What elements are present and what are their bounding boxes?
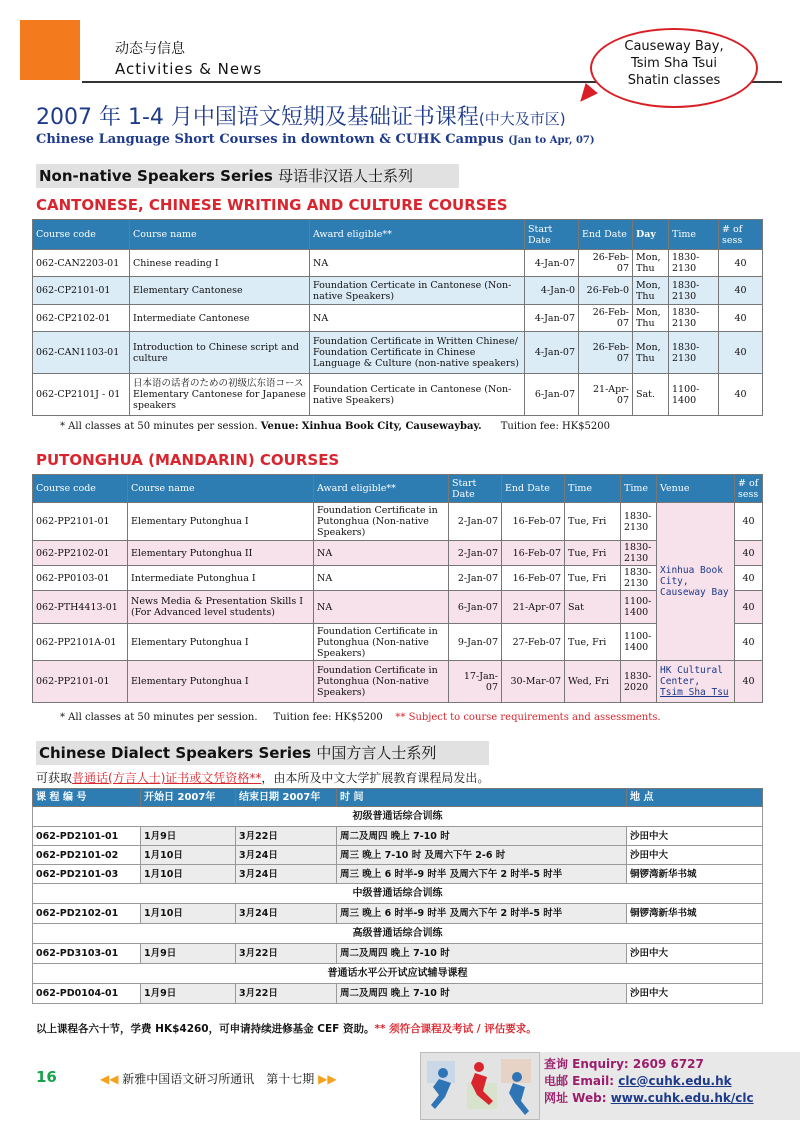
table-cell: 9-Jan-07 (449, 624, 502, 661)
venue-hk-cultural-center (657, 661, 735, 703)
table-cell: Foundation Certicate in Cantonese (Non-native Speakers) (310, 277, 525, 305)
running-figures-illustration (420, 1052, 540, 1120)
table-cell: 3月24日 (236, 846, 337, 865)
table-cell: 1100-1400 (669, 374, 719, 416)
table-cell: Tue, Fri (565, 541, 621, 566)
table-cell: 沙田中大 (627, 827, 763, 846)
table-row (33, 661, 763, 703)
table-cell: Foundation Certificate in Putonghua (Non-native Speakers) (314, 503, 449, 541)
arrows-right-icon: ▶▶ (318, 1072, 337, 1086)
table-cell: NA (314, 591, 449, 624)
table-cell: Sat. (633, 374, 669, 416)
table-cell: 062-CP2102-01 (33, 305, 130, 332)
table-cell: 1月9日 (141, 827, 236, 846)
bubble-line-1: Causeway Bay, (624, 39, 724, 54)
bubble-line-3: Shatin classes (627, 73, 721, 88)
table-row (33, 250, 763, 277)
email-line (544, 1073, 800, 1090)
table-cell: 1100-1400 (621, 591, 657, 624)
table-cell: 1830-2130 (669, 332, 719, 374)
table-cell: 1月10日 (141, 846, 236, 865)
table-header-cell: Award eligible** (314, 475, 449, 503)
table-cell: 40 (719, 250, 763, 277)
table-cell: 周二及周四 晚上 7-10 时 (337, 984, 627, 1004)
table-cell: 40 (719, 277, 763, 305)
table-cell: 40 (719, 332, 763, 374)
table-header-cell: End Date (502, 475, 565, 503)
subtitle-main: Chinese Language Short Courses in downtown & CUHK Campus (36, 132, 504, 147)
dialect-table (32, 788, 763, 1004)
table-cell: 26-Feb-07 (579, 332, 633, 374)
table-cell: Elementary Putonghua I (128, 503, 314, 541)
table-row (33, 503, 763, 541)
table-cell: 40 (735, 541, 763, 566)
table-cell: 062-PP0103-01 (33, 566, 128, 591)
table-row (33, 944, 763, 964)
subtitle-period: (Jan to Apr, 07) (508, 135, 595, 146)
table-cell: 1月10日 (141, 904, 236, 924)
group-row (33, 924, 763, 944)
table-cell: Mon, Thu (633, 250, 669, 277)
table-cell: 普通话水平公开试应试辅导课程 (33, 964, 763, 984)
text-label: * All classes at 50 minutes per session. (60, 421, 258, 432)
newsletter-masthead (100, 1070, 337, 1087)
table-cell: 26-Feb-0 (579, 277, 633, 305)
table-cell: 062-PP2101A-01 (33, 624, 128, 661)
table-header-row (33, 475, 763, 503)
table-cell: 1830-2130 (669, 305, 719, 332)
text-label: Tuition fee: HK$5200 (500, 421, 611, 432)
table-cell: 17-Jan-07 (449, 661, 502, 703)
table-cell: 高级普通话综合训练 (33, 924, 763, 944)
table-cell: Chinese reading I (130, 250, 310, 277)
table-header-cell: Course name (130, 220, 310, 250)
table-header-cell: # of sess (735, 475, 763, 503)
table-cell: NA (314, 541, 449, 566)
text-label: Center, (660, 676, 701, 687)
table-header-row (33, 789, 763, 807)
table-header-cell: Course name (128, 475, 314, 503)
table-cell: Foundation Certificate in Putonghua (Non-native Speakers) (314, 624, 449, 661)
web-line (544, 1090, 800, 1107)
table-cell: Elementary Putonghua I (128, 624, 314, 661)
table-cell: Foundation Certificate in Putonghua (Non-native Speakers) (314, 661, 449, 703)
table-cell: 062-PP2101-01 (33, 503, 128, 541)
table-cell: 周三 晚上 6 时半-9 时半 及周六下午 2 时半-5 时半 (337, 865, 627, 884)
table-cell: 062-PP2102-01 (33, 541, 128, 566)
text-label: Causeway Bay (660, 587, 729, 598)
table-cell: 21-Apr-07 (579, 374, 633, 416)
table-cell: Sat (565, 591, 621, 624)
table-header-cell: 结束日期 2007年 (236, 789, 337, 807)
table-cell: 6-Jan-07 (525, 374, 579, 416)
section-title-zh: 动态与信息 (115, 41, 185, 57)
table-row (33, 277, 763, 305)
table-cell: 062-CP2101-01 (33, 277, 130, 305)
table-row (33, 827, 763, 846)
text-label: 查询 Enquiry: (544, 1057, 629, 1071)
table-cell: 2-Jan-07 (449, 541, 502, 566)
putonghua-note (60, 712, 661, 723)
table-cell: Mon, Thu (633, 277, 669, 305)
text-label: City, (660, 576, 689, 587)
table-cell: Elementary Putonghua II (128, 541, 314, 566)
table-cell: 062-CAN2203-01 (33, 250, 130, 277)
series1-name: Non-native Speakers Series (39, 167, 273, 185)
text-label: Tsim Sha Tsu (660, 687, 729, 698)
text-label: 新雅中国语文研习所通讯 第十七期 (122, 1072, 315, 1086)
table-header-row (33, 220, 763, 250)
table-cell: 3月24日 (236, 865, 337, 884)
table-cell: News Media & Presentation Skills I (For Advanced level students) (128, 591, 314, 624)
table-cell: 沙田中大 (627, 944, 763, 964)
table-row (33, 984, 763, 1004)
text-label: ** Subject to course requirements and assessments. (395, 712, 661, 723)
table-cell: 日本语の话者のための初级広东语コース Elementary Cantonese for Japanese speakers (130, 374, 310, 416)
table-cell: 4-Jan-07 (525, 332, 579, 374)
table-cell: 40 (719, 374, 763, 416)
table-cell: 1月9日 (141, 984, 236, 1004)
table-cell: 1830-2130 (621, 503, 657, 541)
table-cell: 3月22日 (236, 984, 337, 1004)
corner-accent-block (20, 20, 80, 80)
text-label: ** 须符合课程及考试 / 评估要求。 (374, 1023, 537, 1035)
table-cell: Tue, Fri (565, 503, 621, 541)
table-header-cell: Start Date (525, 220, 579, 250)
table-cell: 16-Feb-07 (502, 541, 565, 566)
table-cell: 26-Feb-07 (579, 250, 633, 277)
table-cell: Tue, Fri (565, 624, 621, 661)
page-number: 16 (36, 1068, 57, 1086)
page-subtitle (36, 132, 595, 147)
table-cell: NA (310, 305, 525, 332)
table-cell: Elementary Putonghua I (128, 661, 314, 703)
table-header-cell: 时 间 (337, 789, 627, 807)
table-cell: 沙田中大 (627, 846, 763, 865)
table-cell: 1830-2130 (669, 250, 719, 277)
table-cell: 062-PP2101-01 (33, 661, 128, 703)
table-cell: 062-PD2101-03 (33, 865, 141, 884)
text-label: 以上课程各六十节，学费 HK$4260，可申请持续进修基金 CEF 资助。 (36, 1023, 375, 1035)
table-cell: 1830-2020 (621, 661, 657, 703)
table-cell: Mon, Thu (633, 332, 669, 374)
table-cell: 1830-2130 (669, 277, 719, 305)
table-cell: 1100-1400 (621, 624, 657, 661)
putonghua-table (32, 474, 763, 703)
table-cell: Introduction to Chinese script and culture (130, 332, 310, 374)
table-header-cell: Time (669, 220, 719, 250)
table-cell: 21-Apr-07 (502, 591, 565, 624)
putonghua-heading: PUTONGHUA (MANDARIN) COURSES (36, 451, 340, 469)
section-title-en: Activities & News (115, 60, 263, 78)
text-label: Venue: (260, 421, 299, 432)
table-cell: 周三 晚上 6 时半-9 时半 及周六下午 2 时半-5 时半 (337, 904, 627, 924)
table-row (33, 566, 763, 591)
table-cell: 1月10日 (141, 865, 236, 884)
table-cell: Tue, Fri (565, 566, 621, 591)
locations-speech-bubble (590, 28, 758, 108)
table-cell: 1830-2130 (621, 541, 657, 566)
table-row (33, 591, 763, 624)
table-row (33, 305, 763, 332)
table-cell: 26-Feb-07 (579, 305, 633, 332)
text-label: ，由本所及中文大学扩展教育课程局发出。 (261, 771, 490, 785)
table-cell: 062-PD2101-01 (33, 827, 141, 846)
title-main: 2007 年 1-4 月中国语文短期及基础证书课程 (36, 105, 479, 130)
table-cell: 6-Jan-07 (449, 591, 502, 624)
table-header-cell: Time (565, 475, 621, 503)
table-cell: 铜锣湾新华书城 (627, 904, 763, 924)
table-cell: 铜锣湾新华书城 (627, 865, 763, 884)
table-header-cell: Course code (33, 475, 128, 503)
table-cell: NA (314, 566, 449, 591)
table-cell: 沙田中大 (627, 984, 763, 1004)
table-cell: Intermediate Cantonese (130, 305, 310, 332)
table-cell: 初级普通话综合训练 (33, 807, 763, 827)
table-cell: 062-PD2102-01 (33, 904, 141, 924)
text-label: 普通话(方言人士)证书或文凭资格** (72, 771, 262, 785)
table-cell: 40 (719, 305, 763, 332)
table-header-cell: Time (621, 475, 657, 503)
table-row (33, 541, 763, 566)
table-cell: 中级普通话综合训练 (33, 884, 763, 904)
table-row (33, 624, 763, 661)
table-header-cell: Venue (657, 475, 735, 503)
series-band-nonnative (36, 164, 459, 188)
group-row (33, 807, 763, 827)
table-cell: 3月22日 (236, 944, 337, 964)
table-cell: 30-Mar-07 (502, 661, 565, 703)
venue-xinhua (657, 503, 735, 661)
table-header-cell: Start Date (449, 475, 502, 503)
table-cell: 062-PTH4413-01 (33, 591, 128, 624)
page-title (36, 100, 566, 131)
text-label: Xinhua Book City, Causewaybay. (301, 421, 482, 432)
table-cell: 4-Jan-0 (525, 277, 579, 305)
group-row (33, 884, 763, 904)
table-cell: 16-Feb-07 (502, 503, 565, 541)
table-row (33, 374, 763, 416)
table-cell: Foundation Certificate in Written Chinese/ Foundation Certificate in Chinese Language & Culture (non-native speakers) (310, 332, 525, 374)
table-cell: 2-Jan-07 (449, 503, 502, 541)
table-cell: NA (310, 250, 525, 277)
text-label: * All classes at 50 minutes per session. (60, 712, 258, 723)
table-row (33, 846, 763, 865)
table-cell: 2-Jan-07 (449, 566, 502, 591)
table-header-cell: 开始日 2007年 (141, 789, 236, 807)
table-cell: Intermediate Putonghua I (128, 566, 314, 591)
table-cell: 40 (735, 661, 763, 703)
table-cell: 16-Feb-07 (502, 566, 565, 591)
table-cell: 1月9日 (141, 944, 236, 964)
cantonese-note (60, 421, 610, 432)
table-row (33, 332, 763, 374)
text-label: HK Cultural (660, 665, 723, 676)
bubble-line-2: Tsim Sha Tsui (631, 56, 717, 71)
table-cell: Elementary Cantonese (130, 277, 310, 305)
dialect-footnote (36, 1021, 537, 1036)
cantonese-table (32, 219, 763, 416)
arrows-left-icon: ◀◀ (100, 1072, 119, 1086)
table-cell: 40 (735, 566, 763, 591)
cantonese-heading: CANTONESE, CHINESE WRITING AND CULTURE COURSES (36, 196, 508, 214)
enquiry-line (544, 1056, 800, 1073)
table-cell: 3月22日 (236, 827, 337, 846)
table-cell: 40 (735, 591, 763, 624)
table-cell: 062-PD2101-02 (33, 846, 141, 865)
table-cell: 062-CP2101J - 01 (33, 374, 130, 416)
text-label: 电邮 Email: (544, 1074, 615, 1088)
table-header-cell: End Date (579, 220, 633, 250)
table-header-cell: Course code (33, 220, 130, 250)
table-cell: 周二及周四 晚上 7-10 时 (337, 827, 627, 846)
table-cell: 062-CAN1103-01 (33, 332, 130, 374)
table-cell: Mon, Thu (633, 305, 669, 332)
table-cell: Wed, Fri (565, 661, 621, 703)
email-link[interactable]: clc@cuhk.edu.hk (618, 1074, 732, 1088)
table-cell: 062-PD3103-01 (33, 944, 141, 964)
table-cell: 周三 晚上 7-10 时 及周六下午 2-6 时 (337, 846, 627, 865)
group-row (33, 964, 763, 984)
series-band-dialect (36, 741, 489, 765)
table-cell: Foundation Certicate in Cantonese (Non-native Speakers) (310, 374, 525, 416)
table-header-cell: 地 点 (627, 789, 763, 807)
table-header-cell: Day (633, 220, 669, 250)
table-cell: 40 (735, 503, 763, 541)
table-cell: 周二及周四 晚上 7-10 时 (337, 944, 627, 964)
text-label: 网址 Web: (544, 1091, 607, 1105)
table-row (33, 865, 763, 884)
table-cell: 4-Jan-07 (525, 305, 579, 332)
enquiry-phone: 2609 6727 (632, 1057, 704, 1071)
series2-name: Chinese Dialect Speakers Series (39, 744, 312, 762)
series1-name-zh: 母语非汉语人士系列 (278, 167, 414, 185)
table-header-cell: 课 程 编 号 (33, 789, 141, 807)
dialect-intro (36, 769, 489, 786)
table-cell: 40 (735, 624, 763, 661)
table-header-cell: # of sess (719, 220, 763, 250)
text-label: 可获取 (36, 771, 73, 785)
text-label: Tuition fee: HK$5200 (273, 712, 383, 723)
table-cell: 4-Jan-07 (525, 250, 579, 277)
table-header-cell: Award eligible** (310, 220, 525, 250)
contact-box (540, 1052, 800, 1120)
table-cell: 1830-2130 (621, 566, 657, 591)
series2-name-zh: 中国方言人士系列 (316, 744, 437, 762)
running-people-icon (421, 1053, 539, 1119)
table-cell: 3月24日 (236, 904, 337, 924)
table-row (33, 904, 763, 924)
title-suffix: (中大及市区) (478, 110, 566, 128)
table-cell: 062-PD0104-01 (33, 984, 141, 1004)
table-cell: 27-Feb-07 (502, 624, 565, 661)
text-label: Xinhua Book (660, 565, 723, 576)
web-link[interactable]: www.cuhk.edu.hk/clc (610, 1091, 754, 1105)
